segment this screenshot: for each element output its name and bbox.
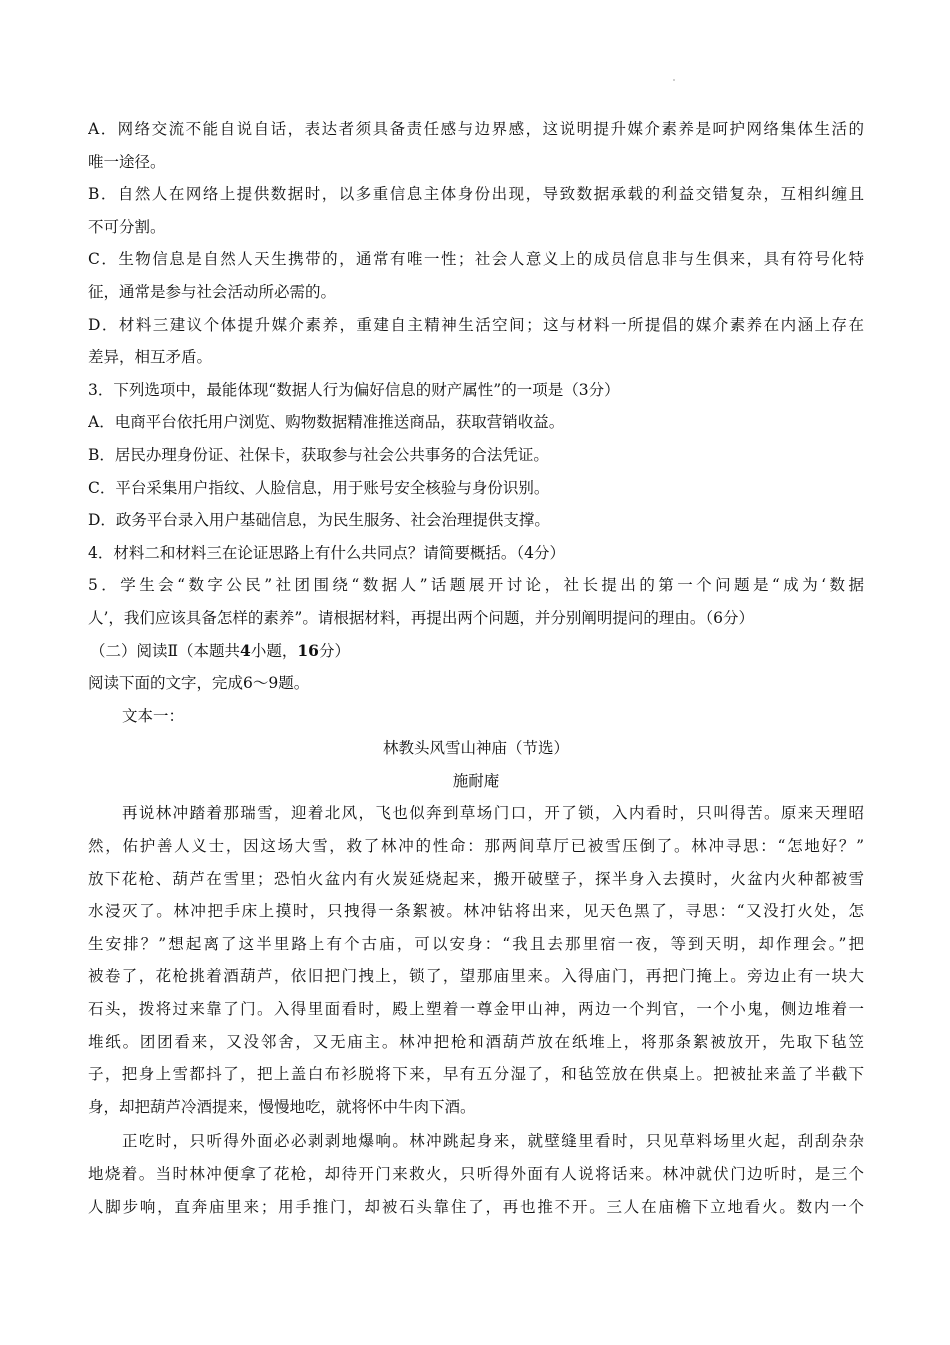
instruction: 阅读下面的文字，完成6～9题。 — [88, 674, 310, 693]
question-line: 人’，我们应该具备怎样的素养”。请根据材料，再提出两个问题，并分别阐明提问的理由。（6分） — [88, 608, 754, 627]
option-line: 不可分割。 — [88, 217, 166, 236]
q2-option-c — [88, 243, 864, 308]
question-line: 5．学生会“数字公民”社团围绕“数据人”话题展开讨论，社长提出的第一个问题是“成为‘数据 — [88, 576, 864, 595]
q3-option-d: D．政务平台录入用户基础信息，为民生服务、社会治理提供支撑。 — [88, 511, 550, 530]
option-line: 差异，相互矛盾。 — [88, 348, 213, 367]
option-line: C．生物信息是自然人天生携带的，通常有唯一性；社会人意义上的成员信息非与生俱来，具有符号化特 — [88, 250, 864, 269]
q2-option-b — [88, 178, 864, 243]
paragraph-line: 再说林冲踏着那瑞雪，迎着北风，飞也似奔到草场门口，开了锁，入内看时，只叫得苦。原来天理昭 — [122, 804, 864, 823]
section-mid: 小题， — [250, 641, 298, 660]
article-title: 林教头风雪山神庙（节选） — [382, 739, 569, 758]
page-content — [88, 113, 864, 1223]
q2-option-a — [88, 113, 864, 178]
option-line: 征，通常是参与社会活动所必需的。 — [88, 282, 337, 301]
option-line: D．材料三建议个体提升媒介素养，重建自主精神生活空间；这与材料一所提倡的媒介素养在内涵上存在 — [88, 315, 864, 334]
paragraph-line: 子，把身上雪都抖了，把上盖白布衫脱将下来，早有五分湿了，和毡笠放在供桌上。把被扯来盖了半截下 — [88, 1065, 864, 1084]
paragraph-line: 正吃时，只听得外面必必剥剥地爆响。林冲跳起身来，就壁缝里看时，只见草料场里火起，刮刮杂杂 — [122, 1132, 864, 1151]
section-suffix: 分） — [318, 641, 350, 660]
q3-option-b: B．居民办理身份证、社保卡，获取参与社会公共事务的合法凭证。 — [88, 445, 549, 464]
option-line: B．自然人在网络上提供数据时，以多重信息主体身份出现，导致数据承载的利益交错复杂，互相纠缠且 — [88, 185, 864, 204]
article-paragraph-2 — [88, 1125, 864, 1223]
scan-speck — [673, 79, 675, 81]
text-label: 文本一： — [122, 706, 185, 725]
section-prefix: （二）阅读Ⅱ（本题共 — [90, 641, 241, 660]
question-stem: 3．下列选项中，最能体现“数据人行为偏好信息的财产属性”的一项是（3分） — [88, 380, 620, 399]
paragraph-line: 堆纸。团团看来，又没邻舍，又无庙主。林冲把枪和酒葫芦放在纸堆上，将那条絮被放开，先取下毡笠 — [88, 1032, 864, 1051]
paragraph-line: 身，却把葫芦冷酒提来，慢慢地吃，就将怀中牛肉下酒。 — [88, 1097, 476, 1116]
q3-option-a: A．电商平台依托用户浏览、购物数据精准推送商品，获取营销收益。 — [88, 413, 565, 432]
paragraph-line: 石头，拨将过来靠了门。入得里面看时，殿上塑着一尊金甲山神，两边一个判官，一个小鬼，侧边堆着一 — [88, 1000, 864, 1019]
option-line: A．网络交流不能自说自话，表达者须具备责任感与边界感，这说明提升媒介素养是呵护网络集体生活的 — [88, 120, 864, 138]
question-4: 4．材料二和材料三在论证思路上有什么共同点？请简要概括。（4分） — [88, 543, 565, 562]
paragraph-line: 水浸灭了。林冲把手床上摸时，只拽得一条絮被。林冲钻将出来，见天色黑了，寻思：“又没打火处，怎 — [88, 902, 864, 921]
paragraph-line: 放下花枪、葫芦在雪里；恐怕火盆内有火炭延烧起来，搬开破壁子，探半身入去摸时，火盆内火种都被雪 — [88, 869, 864, 888]
paragraph-line: 被卷了，花枪挑着酒葫芦，依旧把门拽上，锁了，望那庙里来。入得庙门，再把门掩上。旁边止有一块大 — [88, 967, 864, 986]
section-score: 16 — [297, 640, 319, 660]
paragraph-line: 人脚步响，直奔庙里来；用手推门，却被石头靠住了，再也推不开。三人在庙檐下立地看火。数内一个 — [88, 1197, 864, 1216]
paragraph-line: 然，佑护善人义士，因这场大雪，救了林冲的性命：那两间草厅已被雪压倒了。林冲寻思：“怎地好？” — [88, 837, 864, 856]
q3-option-c: C．平台采集用户指纹、人脸信息，用于账号安全核验与身份识别。 — [88, 478, 550, 497]
section-heading — [88, 635, 864, 668]
question-3 — [88, 374, 864, 537]
article-paragraph-1 — [88, 797, 864, 1123]
article-author: 施耐庵 — [452, 771, 500, 790]
section-count: 4 — [240, 640, 251, 660]
option-line: 唯一途径。 — [88, 152, 166, 171]
q2-option-d — [88, 309, 864, 374]
paragraph-line: 生安排？”想起离了这半里路上有个古庙，可以安身：“我且去那里宿一夜，等到天明，却作理会。”把 — [88, 934, 864, 953]
question-5 — [88, 569, 864, 634]
paragraph-line: 地烧着。当时林冲便拿了花枪，却待开门来救火，只听得外面有人说将话来。林冲就伏门边听时，是三个 — [88, 1165, 864, 1183]
